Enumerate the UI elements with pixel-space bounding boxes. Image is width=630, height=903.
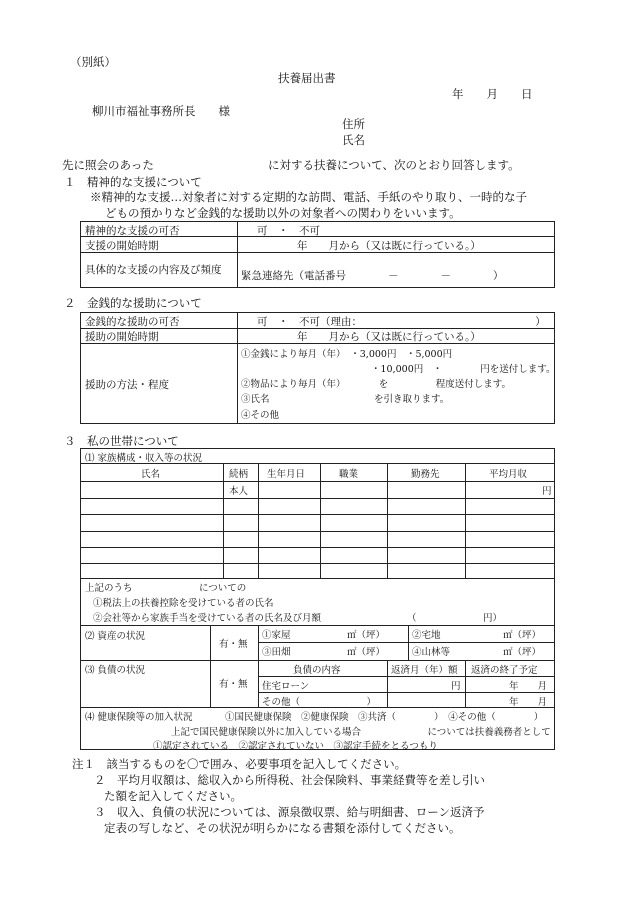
insurance-recognition: ①認定されている ②認定されていない ③認定手続をとるつもり bbox=[153, 741, 438, 752]
assets-field: ③田畑 bbox=[262, 647, 291, 658]
assets-flag: 有・無 bbox=[219, 639, 248, 650]
insurance-options: ①国民健康保険 ②健康保険 ③共済（ ） ④その他（ ） bbox=[225, 712, 544, 723]
family-header-workplace: 勤務先 bbox=[411, 469, 440, 480]
debts-flag: 有・無 bbox=[219, 679, 248, 690]
section1-note-line2: どもの預かりなど金銭的な援助以外の対象者への関わりをいいます。 bbox=[105, 206, 461, 220]
debts-row2-name: その他（ ） bbox=[262, 697, 377, 708]
dependents-tax-deduction: ①税法上の扶養控除を受けている者の氏名 bbox=[93, 598, 274, 609]
support-start-label: 支援の開始時期 bbox=[85, 240, 159, 252]
assets-label: ⑵ 資産の状況 bbox=[85, 631, 146, 642]
assets-forest-unit: ㎡（坪） bbox=[503, 647, 542, 658]
debts-header-content: 負債の内容 bbox=[293, 665, 341, 676]
support-start-value: 年 月から（又は既に行っている。） bbox=[297, 240, 481, 252]
aid-start-label: 援助の開始時期 bbox=[85, 331, 159, 343]
aid-method-other: ④その他 bbox=[241, 410, 280, 421]
aid-method-money-alt: ・10,000円 ・ 円を送付します。 bbox=[371, 364, 556, 375]
aid-method-takein: ③氏名 を引き取ります。 bbox=[241, 394, 450, 405]
support-details-label: 具体的な支援の内容及び頻度 bbox=[85, 264, 222, 276]
aid-start-value: 年 月から（又は既に行っている。） bbox=[297, 331, 481, 343]
moral-support-table bbox=[80, 221, 555, 288]
assets-land: ②宅地 bbox=[412, 630, 441, 641]
note-2a: ２ 平均月収額は、総収入から所得税、社会保険料、事業経費等を差し引い bbox=[94, 773, 485, 787]
assets-land-unit: ㎡（坪） bbox=[503, 630, 542, 641]
support-availability-label: 精神的な支援の可否 bbox=[85, 225, 180, 237]
family-header-relation: 続柄 bbox=[229, 469, 249, 480]
aid-availability-label: 金銭的な援助の可否 bbox=[85, 316, 180, 328]
debts-header-end: 返済の終了予定 bbox=[471, 665, 538, 676]
section3-heading: ３ 私の世帯について bbox=[64, 434, 179, 448]
debts-header-repay: 返済月（年）額 bbox=[391, 665, 458, 676]
assets-house-unit: ㎡（坪） bbox=[347, 630, 386, 641]
document-title: 扶養届出書 bbox=[278, 71, 336, 85]
intro-suffix: に対する扶養について、次のとおり回答します。 bbox=[268, 158, 520, 172]
debts-label: ⑶ 負債の状況 bbox=[85, 665, 146, 676]
aid-method-label: 援助の方法・程度 bbox=[85, 379, 169, 391]
family-header-income: 平均月収 bbox=[489, 469, 528, 480]
household-table bbox=[80, 448, 555, 750]
insurance-other-line: 上記で国民健康保険以外に加入している場合 については扶養義務者として bbox=[171, 727, 551, 738]
debts-row1-yen: 円 bbox=[451, 681, 461, 692]
family-header-birthdate: 生年月日 bbox=[267, 469, 306, 480]
date-field: 年 月 日 bbox=[452, 87, 533, 101]
annex-label: （別紙） bbox=[70, 55, 116, 69]
section2-heading: ２ 金銭的な援助について bbox=[64, 296, 202, 310]
note-3a: ３ 収入、負債の状況については、源泉徴収票、給与明細書、ローン返済予 bbox=[94, 805, 485, 819]
financial-aid-table bbox=[80, 312, 555, 424]
emergency-contact: 緊急連絡先（電話番号 － － ） bbox=[241, 270, 504, 282]
dependents-line1: 上記のうち についての bbox=[85, 583, 247, 594]
insurance-label: ⑷ 健康保険等の加入状況 bbox=[85, 712, 193, 723]
debts-row1-end: 年 月 bbox=[509, 681, 548, 692]
dependents-family-allowance: ②会社等から家族手当を受けている者の氏名及び月額 bbox=[93, 613, 322, 624]
dependents-allowance-amount: （ 円） bbox=[407, 613, 503, 624]
section1-heading: １ 精神的な支援について bbox=[64, 175, 202, 189]
support-availability-value: 可 ・ 不可 bbox=[257, 225, 320, 237]
debts-row1-name: 住宅ローン bbox=[262, 681, 310, 692]
address-label: 住所 bbox=[342, 117, 365, 131]
family-relation-self: 本人 bbox=[229, 486, 249, 497]
family-income-yen: 円 bbox=[542, 486, 552, 497]
aid-method-goods: ②物品により毎月（年） を 程度送付します。 bbox=[241, 379, 511, 390]
name-label: 氏名 bbox=[342, 133, 365, 147]
addressee: 柳川市福祉事務所長 様 bbox=[92, 104, 230, 118]
family-header-name: 氏名 bbox=[141, 469, 161, 480]
assets-field-unit: ㎡（坪） bbox=[347, 647, 386, 658]
note-1: 注１ 該当するものを〇で囲み、必要事項を記入してください。 bbox=[72, 757, 407, 771]
assets-forest: ④山林等 bbox=[412, 647, 451, 658]
note-3b: 定表の写しなど、その状況が明らかになる書類を添付してください。 bbox=[104, 821, 461, 835]
family-header-occupation: 職業 bbox=[339, 469, 359, 480]
intro-prefix: 先に照会のあった bbox=[62, 158, 154, 172]
note-2b: た額を記入してください。 bbox=[104, 789, 242, 803]
family-caption: ⑴ 家族構成・収入等の状況 bbox=[85, 453, 203, 464]
section1-note-line1: ※精神的な支援…対象者に対する定期的な訪問、電話、手紙のやり取り、一時的な子 bbox=[90, 190, 527, 204]
aid-method-money: ①金銭により毎月（年） ・3,000円 ・5,000円 bbox=[241, 349, 453, 360]
aid-availability-value: 可 ・ 不可（理由： ） bbox=[257, 316, 546, 328]
debts-row2-end: 年 月 bbox=[509, 697, 548, 708]
assets-house: ①家屋 bbox=[262, 630, 291, 641]
